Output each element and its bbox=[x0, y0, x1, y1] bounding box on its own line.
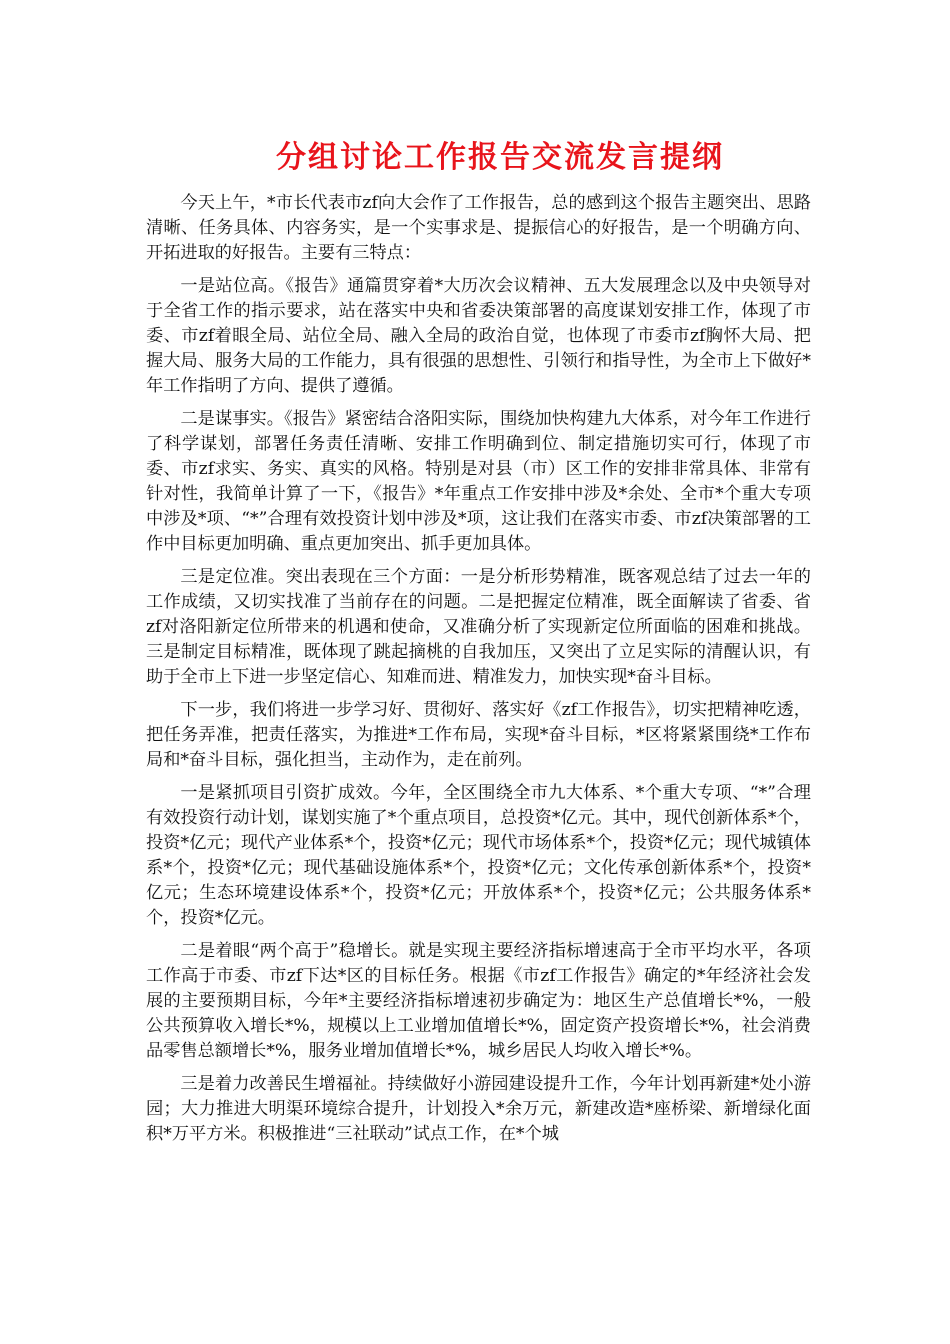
document-body bbox=[146, 191, 811, 1155]
paragraph-intro: 今天上午，*市长代表市zf向大会作了工作报告，总的感到这个报告主题突出、思路清晰、任务具体、内容务实，是一个实事求是、提振信心的好报告，是一个明确方向、开拓进取的好报告。主要有三特点： bbox=[146, 193, 811, 263]
paragraph-measure-3: 三是着力改善民生增福祉。持续做好小游园建设提升工作，今年计划再新建*处小游园；大力推进大明渠环境综合提升，计划投入*余万元，新建改造*座桥梁、新增绿化面积*万平方米。积极推进“三社联动”试点工作，在*个城 bbox=[146, 1074, 811, 1144]
paragraph-point-3: 三是定位准。突出表现在三个方面：一是分析形势精准，既客观总结了过去一年的工作成绩，又切实找准了当前存在的问题。二是把握定位精准，既全面解读了省委、省zf对洛阳新定位所带来的机遇和使命，又准确分析了实现新定位所面临的困难和挑战。三是制定目标精准，既体现了跳起摘桃的自我加压，又突出了立足实际的清醒认识，有助于全市上下进一步坚定信心、知难而进、精准发力，加快实现*奋斗目标。 bbox=[146, 567, 811, 687]
paragraph-measure-1: 一是紧抓项目引资扩成效。今年，全区围绕全市九大体系、*个重大专项、“*”合理有效投资行动计划，谋划实施了*个重点项目，总投资*亿元。其中，现代创新体系*个，投资*亿元；现代产业体系*个，投资*亿元；现代市场体系*个，投资*亿元；现代城镇体系*个，投资*亿元；现代基础设施体系*个，投资*亿元；文化传承创新体系*个，投资*亿元；生态环境建设体系*个，投资*亿元；开放体系*个，投资*亿元；公共服务体系*个，投资*亿元。 bbox=[146, 783, 811, 928]
paragraph-point-2: 二是谋事实。《报告》紧密结合洛阳实际，围绕加快构建九大体系，对今年工作进行了科学谋划，部署任务责任清晰、安排工作明确到位、制定措施切实可行，体现了市委、市zf求实、务实、真实的风格。特别是对县（市）区工作的安排非常具体、非常有针对性，我简单计算了一下，《报告》*年重点工作安排中涉及*余处、全市*个重大专项中涉及*项、“*”合理有效投资计划中涉及*项，这让我们在落实市委、市zf决策部署的工作中目标更加明确、重点更加突出、抓手更加具体。 bbox=[146, 409, 811, 554]
paragraph-point-1: 一是站位高。《报告》通篇贯穿着*大历次会议精神、五大发展理念以及中央领导对于全省工作的指示要求，站在落实中央和省委决策部署的高度谋划安排工作，体现了市委、市zf着眼全局、站位全局、融入全局的政治自觉，也体现了市委市zf胸怀大局、把握大局、服务大局的工作能力，具有很强的思想性、引领行和指导性，为全市上下做好*年工作指明了方向、提供了遵循。 bbox=[146, 276, 811, 396]
paragraph-measure-2: 二是着眼“两个高于”稳增长。就是实现主要经济指标增速高于全市平均水平，各项工作高于市委、市zf下达*区的目标任务。根据《市zf工作报告》确定的*年经济社会发展的主要预期目标，今年*主要经济指标增速初步确定为：地区生产总值增长*%，一般公共预算收入增长*%，规模以上工业增加值增长*%，固定资产投资增长*%，社会消费品零售总额增长*%，服务业增加值增长*%，城乡居民人均收入增长*%。 bbox=[146, 941, 811, 1061]
paragraph-next-step: 下一步，我们将进一步学习好、贯彻好、落实好《zf工作报告》，切实把精神吃透，把任务弄准，把责任落实，为推进*工作布局，实现*奋斗目标，*区将紧紧围绕*工作布局和*奋斗目标，强化担当，主动作为，走在前列。 bbox=[146, 700, 811, 770]
document-title: 分组讨论工作报告交流发言提纲 bbox=[276, 140, 724, 175]
